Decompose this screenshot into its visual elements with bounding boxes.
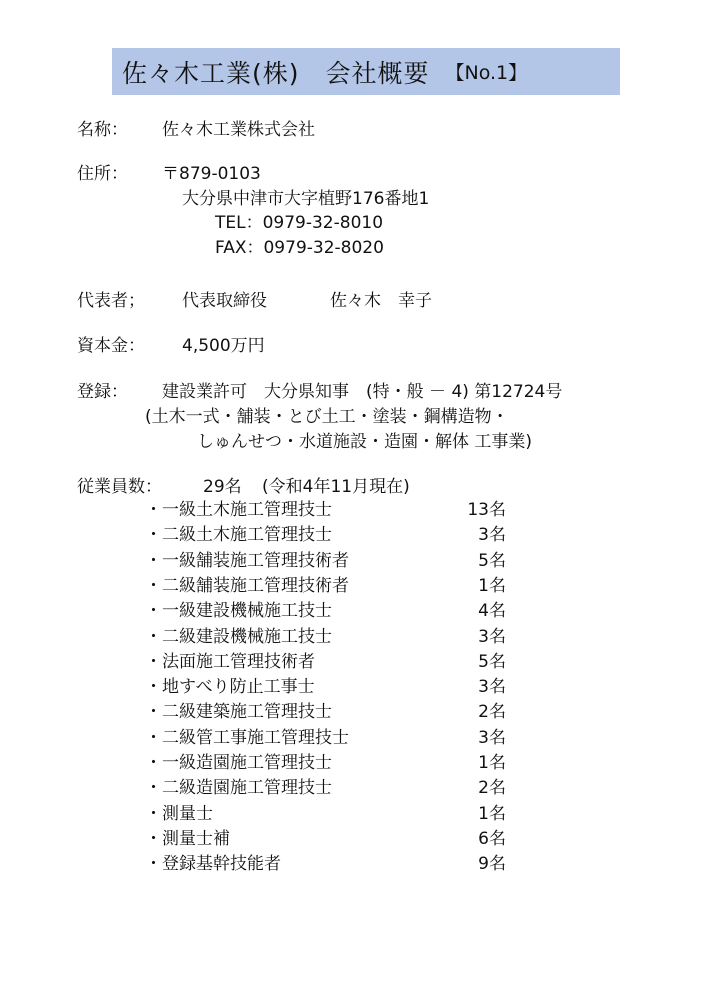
title-text: 佐々木工業(株) 会社概要 xyxy=(122,58,430,88)
registration-scope-line1: (土木一式・舗装・とび土工・塗装・鋼構造物・ xyxy=(145,407,509,427)
qualification-count: 13名 xyxy=(467,500,506,520)
qualification-count: 3名 xyxy=(478,728,506,748)
qualification-count: 4名 xyxy=(478,601,506,621)
qualification-count: 1名 xyxy=(478,576,506,596)
qualification-name: ・二級建設機械施工技士 xyxy=(145,627,332,647)
company-name-value: 佐々木工業株式会社 xyxy=(162,120,315,140)
qualification-count: 1名 xyxy=(478,804,506,824)
qualification-name: ・一級建設機械施工技士 xyxy=(145,601,332,621)
page-title xyxy=(112,48,620,95)
qualification-name: ・二級舗装施工管理技術者 xyxy=(145,576,349,596)
representative-label: 代表者； xyxy=(77,291,145,311)
qualification-name: ・一級土木施工管理技士 xyxy=(145,500,332,520)
qualification-count: 9名 xyxy=(478,854,506,874)
qualification-name: ・二級土木施工管理技士 xyxy=(145,525,332,545)
qualification-count: 5名 xyxy=(478,652,506,672)
qualification-count: 6名 xyxy=(478,829,506,849)
qualification-count: 5名 xyxy=(478,551,506,571)
qualification-name: ・二級建築施工管理技士 xyxy=(145,702,332,722)
page-number-label: 【No.1】 xyxy=(445,62,528,84)
qualification-name: ・一級造園施工管理技士 xyxy=(145,753,332,773)
qualification-name: ・二級管工事施工管理技士 xyxy=(145,728,349,748)
employees-date-note: (令和4年11月現在) xyxy=(262,477,410,497)
employees-label: 従業員数： xyxy=(77,477,162,497)
registration-scope-line2: しゅんせつ・水道施設・造園・解体 工事業) xyxy=(197,432,533,452)
address-line: 大分県中津市大字植野176番地1 xyxy=(182,189,430,209)
capital-label: 資本金： xyxy=(77,336,145,356)
registration-license: 建設業許可 大分県知事 (特・般 － 4) 第12724号 xyxy=(162,382,563,402)
employees-count: 29名 xyxy=(203,477,242,497)
representative-name: 佐々木 幸子 xyxy=(330,291,432,311)
company-name-label: 名称： xyxy=(77,120,128,140)
fax-number: FAX：0979-32-8020 xyxy=(215,238,384,258)
capital-value: 4,500万円 xyxy=(182,336,265,356)
qualification-name: ・一級舗装施工管理技術者 xyxy=(145,551,349,571)
qualification-count: 3名 xyxy=(478,627,506,647)
qualification-count: 2名 xyxy=(478,702,506,722)
qualification-count: 2名 xyxy=(478,778,506,798)
qualification-name: ・法面施工管理技術者 xyxy=(145,652,315,672)
qualification-name: ・登録基幹技能者 xyxy=(145,854,281,874)
qualification-count: 1名 xyxy=(478,753,506,773)
qualification-count: 3名 xyxy=(478,677,506,697)
postal-code: 〒879-0103 xyxy=(162,164,261,184)
qualification-name: ・測量士補 xyxy=(145,829,230,849)
qualification-count: 3名 xyxy=(478,525,506,545)
tel-number: TEL：0979-32-8010 xyxy=(215,213,384,233)
qualification-name: ・二級造園施工管理技士 xyxy=(145,778,332,798)
qualification-name: ・地すべり防止工事士 xyxy=(145,677,315,697)
qualification-name: ・測量士 xyxy=(145,804,213,824)
address-label: 住所： xyxy=(77,164,128,184)
representative-title: 代表取締役 xyxy=(182,291,267,311)
registration-label: 登録： xyxy=(77,382,128,402)
